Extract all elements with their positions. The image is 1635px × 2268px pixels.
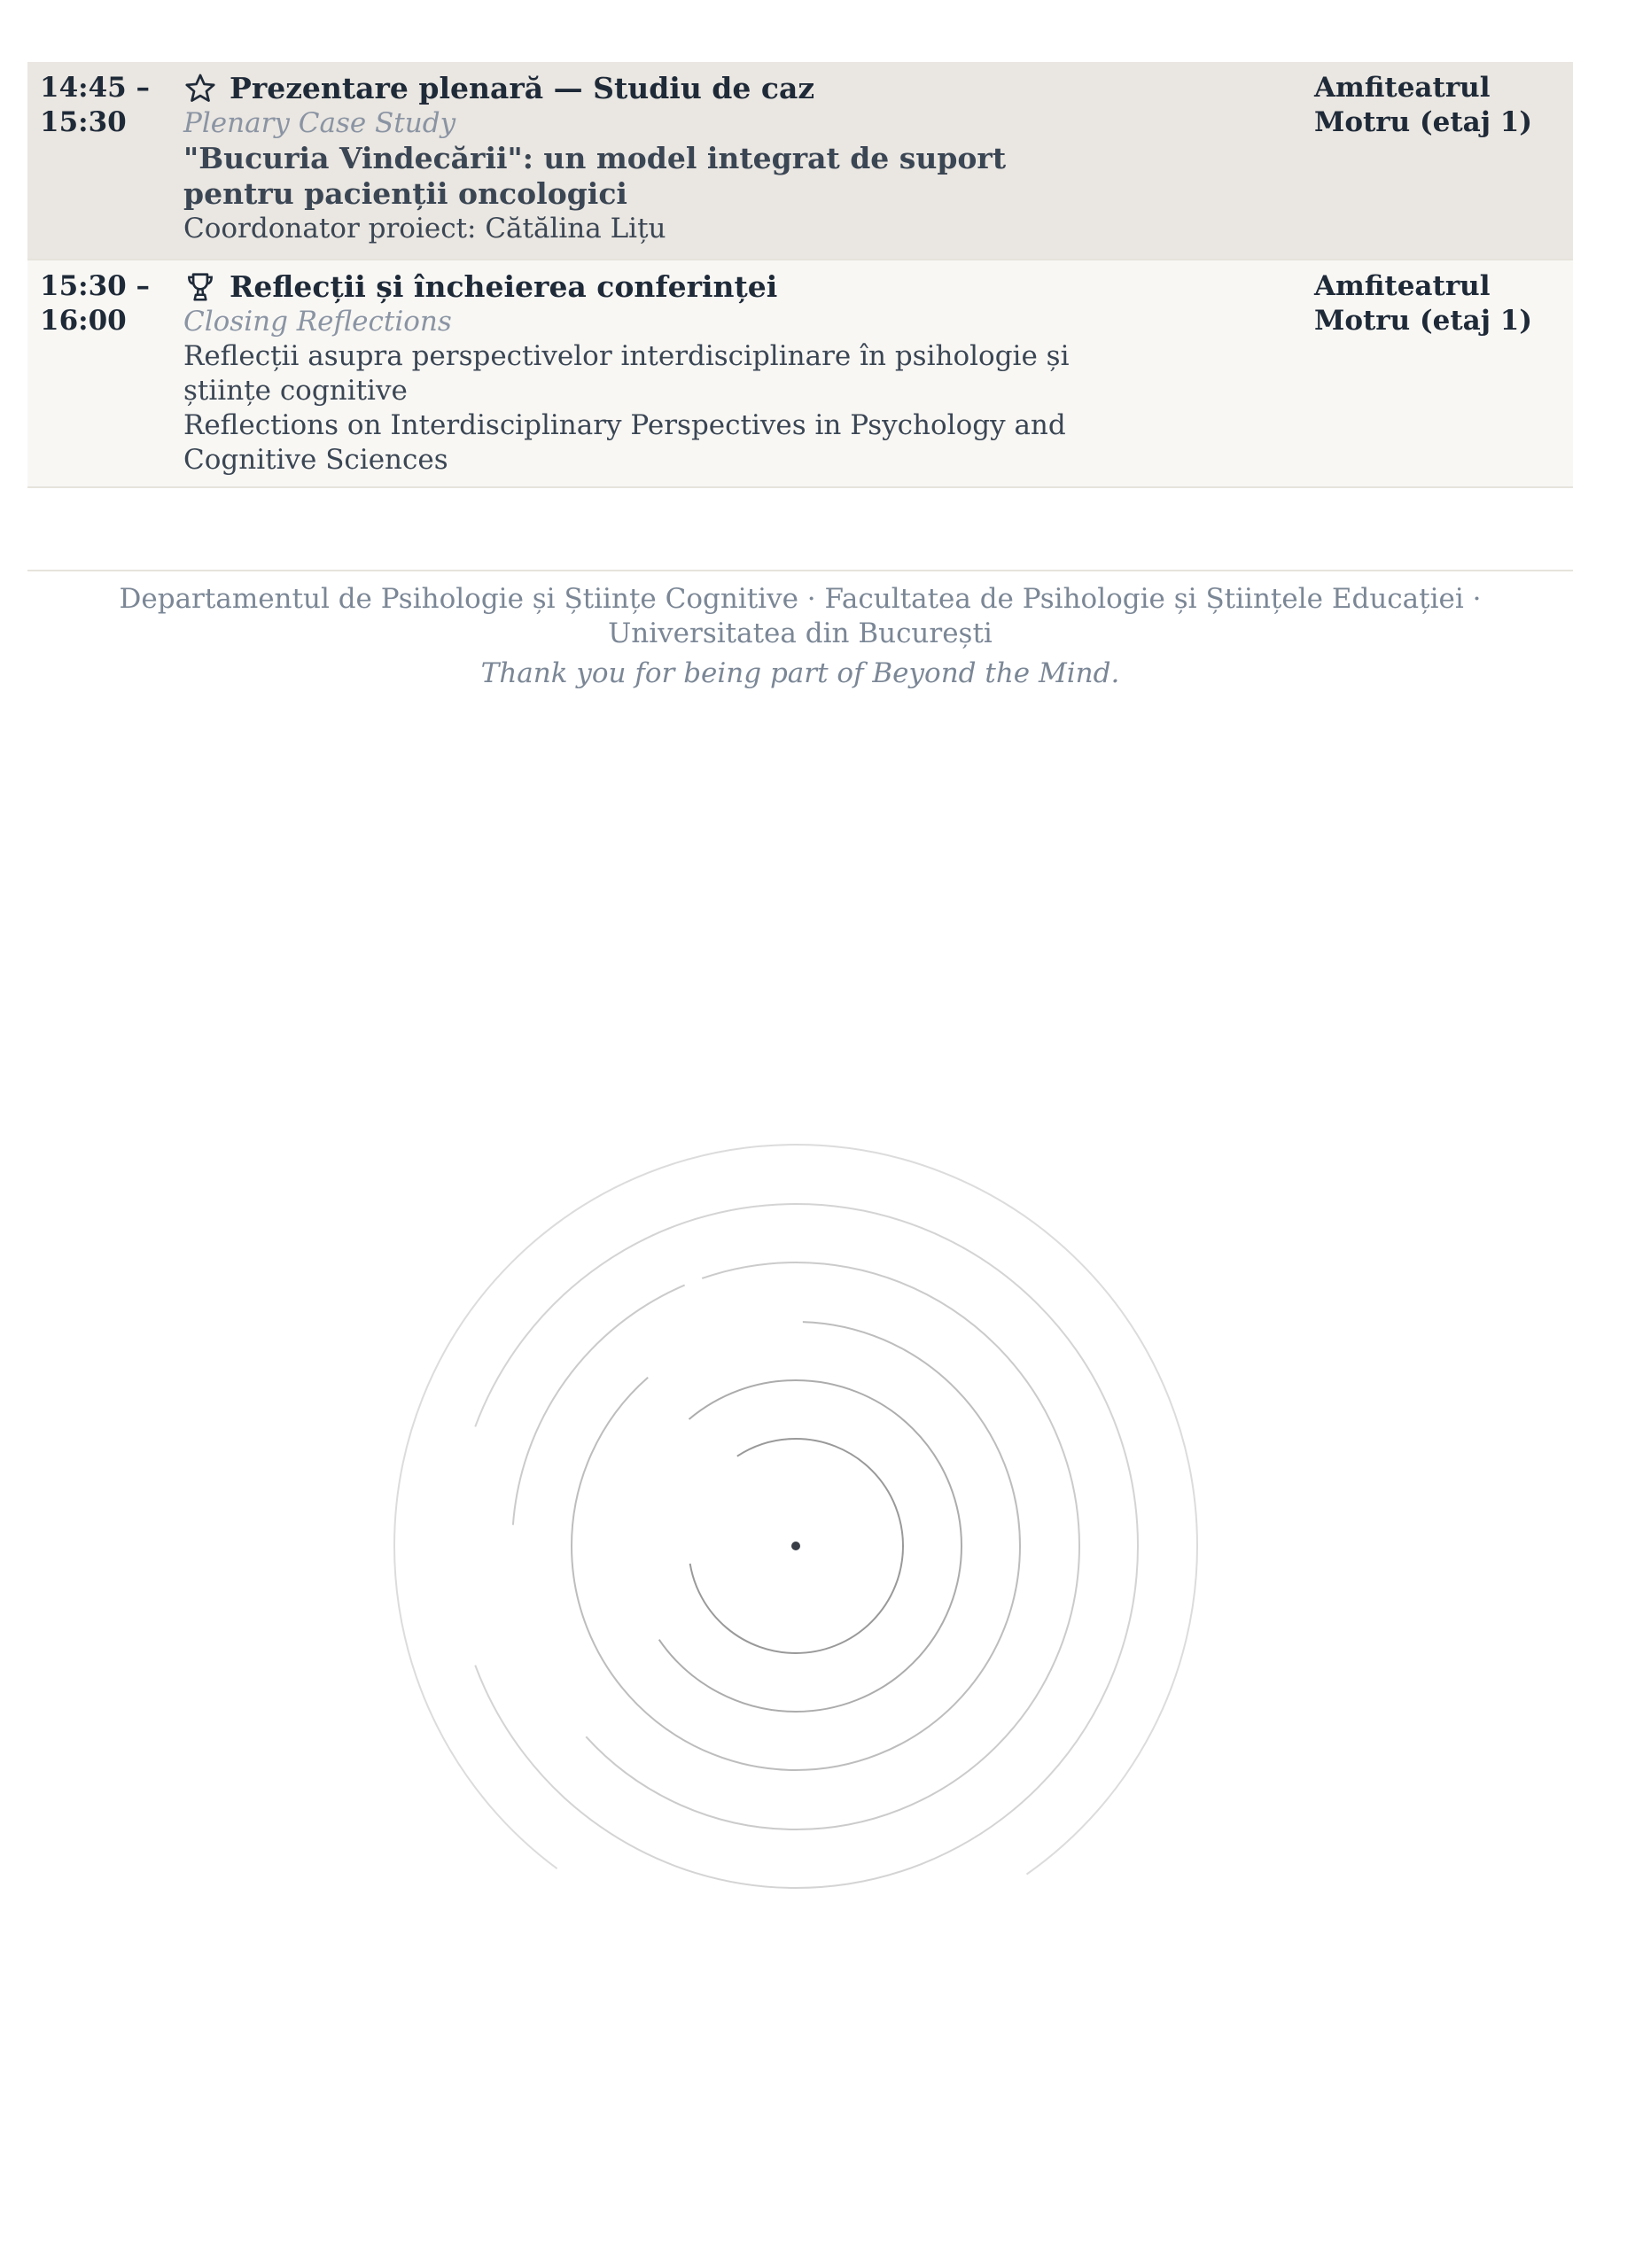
page-footer: [27, 570, 1573, 692]
trophy-icon: [183, 270, 217, 304]
footer-thanks: Thank you for being part of Beyond the Mind.: [480, 657, 1120, 689]
center-dot: [791, 1542, 800, 1550]
venue-name: Amfiteatrul: [1314, 270, 1491, 302]
schedule-row-closing: [27, 260, 1573, 488]
venue-floor: Motru (etaj 1): [1314, 305, 1533, 337]
session-content: [183, 62, 1314, 259]
time-end: 16:00: [40, 305, 127, 337]
venue-cell: [1314, 62, 1573, 259]
venue-floor: Motru (etaj 1): [1314, 106, 1533, 138]
session-subtitle: Plenary Case Study: [183, 107, 456, 139]
footer-affiliation: Departamentul de Psihologie și Științe Cognitive · Facultatea de Psihologie și Științele Educației · Universitatea din București: [119, 583, 1482, 649]
time-cell: [27, 260, 183, 486]
session-title: [183, 269, 1314, 305]
session-detail-en: Reflections on Interdisciplinary Perspectives in Psychology and Cognitive Sciences: [183, 409, 1066, 476]
venue-cell: [1314, 260, 1573, 486]
schedule-table: [27, 62, 1573, 488]
concentric-rings-decoration: [393, 1143, 1199, 1949]
session-subtitle: Closing Reflections: [183, 306, 452, 338]
time-start: 14:45 –: [40, 72, 151, 104]
schedule-row-plenary: [27, 62, 1573, 260]
session-detail-ro: Reflecții asupra perspectivelor interdisciplinare în psihologie și științe cognitive: [183, 340, 1070, 407]
session-detail: Coordonator proiect: Cătălina Lițu: [183, 213, 666, 245]
session-content: [183, 260, 1314, 486]
session-title-text: Prezentare plenară — Studiu de caz: [230, 71, 815, 105]
session-title-text: Reflecții și încheierea conferinței: [230, 269, 778, 304]
time-end: 15:30: [40, 106, 127, 138]
session-title: [183, 71, 1314, 106]
time-cell: [27, 62, 183, 259]
venue-name: Amfiteatrul: [1314, 72, 1491, 104]
star-icon: [183, 72, 217, 105]
time-start: 15:30 –: [40, 270, 151, 302]
talk-title: "Bucuria Vindecării": un model integrat de suport pentru pacienții oncologici: [183, 141, 1007, 211]
